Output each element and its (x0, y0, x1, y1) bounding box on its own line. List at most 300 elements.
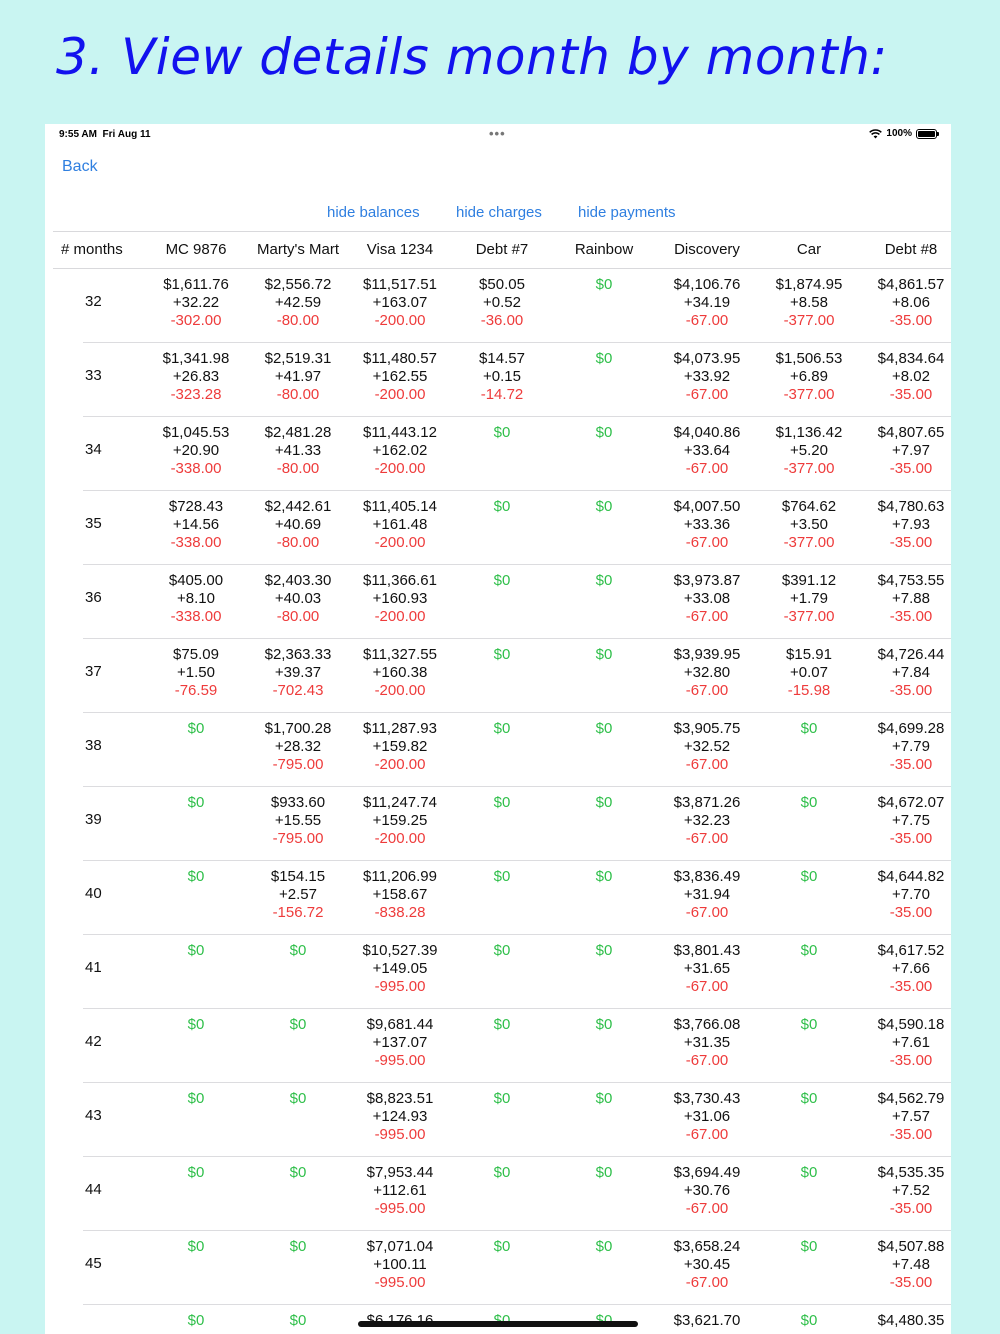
payment-value: -323.28 (170, 386, 222, 403)
payment-value: -200.00 (374, 682, 426, 699)
account-cell (657, 1312, 757, 1330)
account-cell (759, 424, 859, 478)
account-cell (657, 794, 757, 848)
account-cell (452, 498, 552, 516)
balance-value: $11,517.51 (363, 276, 437, 293)
month-number: 41 (85, 959, 102, 976)
account-cell (146, 1016, 246, 1034)
account-cell (554, 498, 654, 516)
zero-balance: $0 (289, 1016, 307, 1033)
payment-value: -35.00 (889, 682, 933, 699)
payment-value: -377.00 (783, 386, 835, 403)
balance-value: $11,366.61 (363, 572, 437, 589)
charge-value: +40.03 (274, 590, 322, 607)
account-cell (554, 1090, 654, 1108)
account-cell (452, 646, 552, 664)
payment-value: -200.00 (374, 830, 426, 847)
column-header: Debt #8 (884, 241, 938, 258)
hide-payments-link[interactable]: hide payments (578, 204, 676, 221)
account-cell (146, 572, 246, 626)
balance-value: $1,045.53 (162, 424, 230, 441)
account-cell (861, 646, 951, 700)
month-number: 45 (85, 1255, 102, 1272)
charge-value: +31.94 (683, 886, 731, 903)
account-cell (554, 646, 654, 664)
balance-value: $4,562.79 (877, 1090, 945, 1107)
zero-balance: $0 (595, 646, 613, 663)
charge-value: +7.48 (892, 1256, 930, 1273)
account-cell (759, 868, 859, 886)
charge-value: +14.56 (172, 516, 220, 533)
charge-value: +100.11 (373, 1256, 427, 1273)
account-cell (452, 1090, 552, 1108)
table-row (45, 1231, 951, 1305)
zero-balance: $0 (187, 1238, 205, 1255)
payment-value: -995.00 (374, 978, 426, 995)
zero-balance: $0 (289, 1164, 307, 1181)
account-cell (350, 350, 450, 404)
charge-value: +32.80 (683, 664, 731, 681)
charge-value: +158.67 (372, 886, 428, 903)
account-cell (861, 350, 951, 404)
payment-value: -200.00 (374, 756, 426, 773)
charge-value: +26.83 (172, 368, 220, 385)
zero-balance: $0 (493, 868, 511, 885)
charge-value: +2.57 (279, 886, 317, 903)
account-cell (861, 1312, 951, 1330)
payment-value: -156.72 (272, 904, 324, 921)
column-header: Discovery (674, 241, 740, 258)
account-cell (146, 868, 246, 886)
month-number: 36 (85, 589, 102, 606)
account-cell (554, 1238, 654, 1256)
account-cell (759, 720, 859, 738)
balance-value: $2,403.30 (264, 572, 332, 589)
balance-value: $3,973.87 (673, 572, 741, 589)
account-cell (452, 1238, 552, 1256)
hide-charges-link[interactable]: hide charges (456, 204, 542, 221)
payment-value: -200.00 (374, 534, 426, 551)
zero-balance: $0 (187, 1312, 205, 1329)
account-cell (861, 1164, 951, 1218)
payment-value: -67.00 (685, 608, 729, 625)
payment-value: -200.00 (374, 312, 426, 329)
balance-value: $2,519.31 (264, 350, 332, 367)
column-header: MC 9876 (165, 241, 227, 258)
balance-value: $728.43 (168, 498, 224, 515)
charge-value: +42.59 (274, 294, 322, 311)
account-cell (248, 498, 348, 552)
charge-value: +8.02 (892, 368, 930, 385)
balance-value: $4,040.86 (673, 424, 741, 441)
account-cell (759, 350, 859, 404)
month-number: 39 (85, 811, 102, 828)
balance-value: $10,527.39 (362, 942, 438, 959)
payment-value: -15.98 (787, 682, 831, 699)
account-cell (554, 424, 654, 442)
charge-value: +15.55 (274, 812, 322, 829)
account-cell (452, 572, 552, 590)
account-cell (452, 350, 552, 404)
payment-value: -80.00 (276, 312, 320, 329)
balance-value: $764.62 (781, 498, 837, 515)
payment-value: -80.00 (276, 608, 320, 625)
month-number: 37 (85, 663, 102, 680)
table-row (45, 639, 951, 713)
account-cell (657, 1090, 757, 1144)
multitasking-dots-icon[interactable]: ••• (489, 126, 506, 141)
payment-value: -200.00 (374, 460, 426, 477)
payment-value: -702.43 (272, 682, 324, 699)
payment-value: -35.00 (889, 1200, 933, 1217)
charge-value: +1.50 (177, 664, 215, 681)
balance-value: $4,073.95 (673, 350, 741, 367)
month-number: 42 (85, 1033, 102, 1050)
zero-balance: $0 (800, 1312, 818, 1329)
column-header-months: # months (61, 241, 123, 258)
balance-value: $4,699.28 (877, 720, 945, 737)
charge-value: +137.07 (372, 1034, 428, 1051)
charge-value: +7.70 (892, 886, 930, 903)
balance-value: $11,405.14 (363, 498, 437, 515)
balance-value: $1,611.76 (163, 276, 229, 293)
account-cell (861, 424, 951, 478)
payment-value: -67.00 (685, 978, 729, 995)
charge-value: +7.88 (892, 590, 930, 607)
balance-value: $1,506.53 (775, 350, 843, 367)
charge-value: +31.35 (683, 1034, 731, 1051)
account-cell (861, 276, 951, 330)
account-cell (146, 276, 246, 330)
account-cell (146, 1164, 246, 1182)
account-cell (657, 350, 757, 404)
zero-balance: $0 (595, 424, 613, 441)
payment-value: -35.00 (889, 756, 933, 773)
account-cell (657, 646, 757, 700)
home-indicator[interactable] (358, 1321, 638, 1327)
month-number: 33 (85, 367, 102, 384)
account-cell (554, 1016, 654, 1034)
payment-value: -35.00 (889, 386, 933, 403)
zero-balance: $0 (595, 794, 613, 811)
account-cell (554, 942, 654, 960)
payment-value: -338.00 (170, 534, 222, 551)
zero-balance: $0 (800, 942, 818, 959)
charge-value: +124.93 (372, 1108, 428, 1125)
page-headline: 3. View details month by month: (56, 28, 888, 86)
balance-value: $391.12 (781, 572, 837, 589)
zero-balance: $0 (800, 794, 818, 811)
account-cell (452, 1016, 552, 1034)
zero-balance: $0 (187, 942, 205, 959)
charge-value: +149.05 (372, 960, 428, 977)
charge-value: +30.45 (683, 1256, 731, 1273)
balance-value: $1,136.42 (775, 424, 843, 441)
payment-value: -377.00 (783, 460, 835, 477)
table-row (45, 343, 951, 417)
account-cell (350, 424, 450, 478)
zero-balance: $0 (289, 942, 307, 959)
payment-value: -338.00 (170, 460, 222, 477)
month-number: 32 (85, 293, 102, 310)
account-cell (146, 424, 246, 478)
table-row (45, 417, 951, 491)
account-cell (554, 794, 654, 812)
column-header: Rainbow (574, 241, 634, 258)
table-row (45, 935, 951, 1009)
account-cell (554, 868, 654, 886)
charge-value: +7.93 (892, 516, 930, 533)
account-cell (759, 794, 859, 812)
balance-value: $4,106.76 (673, 276, 741, 293)
hide-balances-link[interactable]: hide balances (327, 204, 420, 221)
account-cell (350, 1016, 450, 1070)
balance-value: $4,834.64 (877, 350, 945, 367)
account-cell (759, 1016, 859, 1034)
balance-value: $4,780.63 (877, 498, 945, 515)
payment-value: -67.00 (685, 756, 729, 773)
charge-value: +7.52 (892, 1182, 930, 1199)
balance-value: $154.15 (270, 868, 326, 885)
account-cell (759, 276, 859, 330)
account-cell (248, 794, 348, 848)
zero-balance: $0 (493, 1090, 511, 1107)
account-cell (146, 720, 246, 738)
account-cell (554, 720, 654, 738)
account-cell (248, 1016, 348, 1034)
charge-value: +8.58 (790, 294, 828, 311)
zero-balance: $0 (595, 720, 613, 737)
account-cell (350, 1090, 450, 1144)
payment-value: -80.00 (276, 460, 320, 477)
charge-value: +32.22 (172, 294, 220, 311)
payment-value: -36.00 (480, 312, 524, 329)
account-cell (759, 572, 859, 626)
zero-balance: $0 (493, 1164, 511, 1181)
charge-value: +0.52 (483, 294, 521, 311)
account-cell (350, 498, 450, 552)
charge-value: +33.64 (683, 442, 731, 459)
zero-balance: $0 (595, 572, 613, 589)
payment-value: -35.00 (889, 904, 933, 921)
balance-value: $2,363.33 (264, 646, 332, 663)
account-cell (759, 498, 859, 552)
payment-value: -67.00 (685, 1052, 729, 1069)
column-header: Visa 1234 (366, 241, 434, 258)
payment-value: -35.00 (889, 534, 933, 551)
account-cell (657, 942, 757, 996)
balance-value: $4,807.65 (877, 424, 945, 441)
charge-value: +3.50 (790, 516, 828, 533)
month-number: 34 (85, 441, 102, 458)
account-cell (146, 1090, 246, 1108)
table-row (45, 1305, 951, 1334)
charge-value: +7.97 (892, 442, 930, 459)
balance-value: $4,617.52 (877, 942, 945, 959)
balance-value: $1,341.98 (162, 350, 230, 367)
zero-balance: $0 (595, 1164, 613, 1181)
balance-value: $7,953.44 (366, 1164, 434, 1181)
account-cell (861, 1090, 951, 1144)
payment-value: -995.00 (374, 1274, 426, 1291)
table-row (45, 1083, 951, 1157)
balance-value: $11,287.93 (363, 720, 437, 737)
payment-value: -67.00 (685, 682, 729, 699)
charge-value: +159.25 (372, 812, 428, 829)
charge-value: +8.06 (892, 294, 930, 311)
account-cell (861, 1238, 951, 1292)
zero-balance: $0 (800, 1016, 818, 1033)
account-cell (146, 350, 246, 404)
monthly-table-body (45, 269, 951, 1334)
payment-value: -67.00 (685, 1274, 729, 1291)
account-cell (248, 1238, 348, 1256)
balance-value: $2,481.28 (264, 424, 332, 441)
month-number: 38 (85, 737, 102, 754)
charge-value: +5.20 (790, 442, 828, 459)
balance-value: $3,694.49 (673, 1164, 741, 1181)
account-cell (248, 1090, 348, 1108)
balance-value: $1,700.28 (264, 720, 332, 737)
status-time-text: 9:55 AM (59, 129, 97, 140)
charge-value: +33.08 (683, 590, 731, 607)
account-cell (657, 424, 757, 478)
battery-fill (918, 131, 935, 137)
balance-value: $50.05 (479, 276, 525, 293)
payment-value: -995.00 (374, 1200, 426, 1217)
account-cell (759, 646, 859, 700)
account-cell (861, 868, 951, 922)
zero-balance: $0 (800, 720, 818, 737)
account-cell (248, 572, 348, 626)
payment-value: -35.00 (889, 830, 933, 847)
payment-value: -377.00 (783, 312, 835, 329)
account-cell (350, 794, 450, 848)
account-cell (248, 424, 348, 478)
charge-value: +33.36 (683, 516, 731, 533)
balance-value: $3,801.43 (673, 942, 741, 959)
account-cell (350, 942, 450, 996)
balance-value: $3,871.26 (673, 794, 741, 811)
zero-balance: $0 (493, 424, 511, 441)
charge-value: +39.37 (274, 664, 322, 681)
account-cell (248, 276, 348, 330)
account-cell (861, 942, 951, 996)
charge-value: +31.06 (683, 1108, 731, 1125)
charge-value: +112.61 (373, 1182, 427, 1199)
charge-value: +32.52 (683, 738, 731, 755)
zero-balance: $0 (289, 1090, 307, 1107)
charge-value: +41.97 (274, 368, 322, 385)
account-cell (248, 1164, 348, 1182)
account-cell (452, 1164, 552, 1182)
balance-value: $4,726.44 (877, 646, 945, 663)
balance-value: $4,753.55 (877, 572, 945, 589)
charge-value: +41.33 (274, 442, 322, 459)
charge-value: +34.19 (683, 294, 731, 311)
payment-value: -35.00 (889, 608, 933, 625)
balance-value: $3,836.49 (673, 868, 741, 885)
device-screen (45, 124, 951, 1334)
zero-balance: $0 (493, 794, 511, 811)
balance-value: $933.60 (270, 794, 326, 811)
account-cell (759, 1090, 859, 1108)
balance-value: $4,535.35 (877, 1164, 945, 1181)
account-cell (146, 942, 246, 960)
account-cell (146, 646, 246, 700)
payment-value: -377.00 (783, 534, 835, 551)
zero-balance: $0 (800, 1090, 818, 1107)
charge-value: +162.02 (372, 442, 428, 459)
payment-value: -995.00 (374, 1052, 426, 1069)
balance-value: $11,327.55 (363, 646, 437, 663)
payment-value: -67.00 (685, 312, 729, 329)
month-number: 40 (85, 885, 102, 902)
balance-value: $3,905.75 (673, 720, 741, 737)
account-cell (452, 942, 552, 960)
charge-value: +159.82 (372, 738, 428, 755)
table-header (45, 232, 951, 268)
charge-value: +8.10 (177, 590, 215, 607)
account-cell (657, 1164, 757, 1218)
account-cell (146, 794, 246, 812)
charge-value: +160.93 (372, 590, 428, 607)
payment-value: -377.00 (783, 608, 835, 625)
account-cell (759, 942, 859, 960)
payment-value: -995.00 (374, 1126, 426, 1143)
charge-value: +7.75 (892, 812, 930, 829)
payment-value: -67.00 (685, 534, 729, 551)
charge-value: +7.79 (892, 738, 930, 755)
zero-balance: $0 (289, 1312, 307, 1329)
payment-value: -302.00 (170, 312, 222, 329)
payment-value: -80.00 (276, 386, 320, 403)
balance-value: $3,730.43 (673, 1090, 741, 1107)
balance-value: $2,442.61 (264, 498, 332, 515)
zero-balance: $0 (800, 868, 818, 885)
account-cell (861, 498, 951, 552)
balance-value: $14.57 (479, 350, 525, 367)
account-cell (554, 350, 654, 368)
payment-value: -14.72 (480, 386, 524, 403)
zero-balance: $0 (493, 942, 511, 959)
wifi-icon (869, 129, 882, 139)
column-header: Debt #7 (475, 241, 529, 258)
balance-value: $3,621.70 (673, 1312, 741, 1329)
charge-value: +7.66 (892, 960, 930, 977)
account-cell (759, 1164, 859, 1182)
zero-balance: $0 (289, 1238, 307, 1255)
column-header: Marty's Mart (256, 241, 340, 258)
balance-value: $11,247.74 (363, 794, 437, 811)
payment-value: -80.00 (276, 534, 320, 551)
table-row (45, 1157, 951, 1231)
account-cell (350, 720, 450, 774)
payment-value: -795.00 (272, 756, 324, 773)
balance-value: $1,874.95 (775, 276, 843, 293)
account-cell (657, 868, 757, 922)
account-cell (146, 1238, 246, 1256)
back-button[interactable]: Back (62, 158, 98, 175)
status-time (59, 129, 151, 140)
balance-value: $3,939.95 (673, 646, 741, 663)
account-cell (146, 498, 246, 552)
payment-value: -67.00 (685, 904, 729, 921)
account-cell (657, 276, 757, 330)
account-cell (350, 646, 450, 700)
payment-value: -67.00 (685, 1200, 729, 1217)
charge-value: +6.89 (790, 368, 828, 385)
